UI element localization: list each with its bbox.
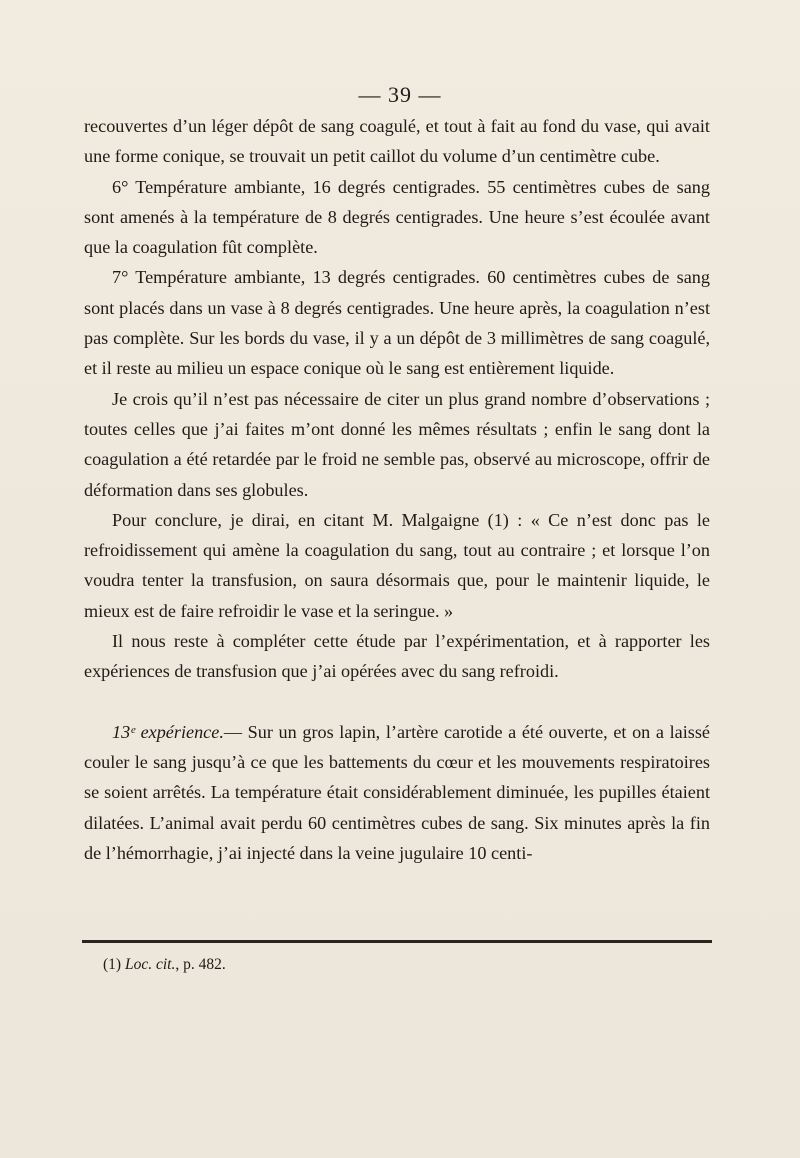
footnote-marker: (1)	[103, 956, 122, 973]
paragraph-7-text: — Sur un gros lapin, l’artère carotide a été ouverte, et on a laissé couler le sang jusqu’à ce que les battements du cœur et les mouvements respiratoires se soient arrêtés. La température était considérablement diminuée, les pupilles étaient dilatées. L’animal avait perdu 60 centimètres cubes de sang. Six minutes après la fin de l’hémorrhagie, j’ai injecté dans la veine jugulaire 10 centi-	[84, 721, 710, 863]
footnote-reference: Loc. cit.	[124, 956, 176, 973]
paragraph-6: Il nous reste à compléter cette étude par l’expérimentation, et à rapporter les expériences de transfusion que j’ai opérées avec du sang refroidi.	[84, 631, 710, 682]
paragraph-1: recouvertes d’un léger dépôt de sang coagulé, et tout à fait au fond du vase, qui avait une forme conique, se trouvait un petit caillot du volume d’un centimètre cube.	[84, 116, 710, 167]
paragraph-7	[84, 717, 710, 868]
paragraph-4: Je crois qu’il n’est pas nécessaire de citer un plus grand nombre d’observations ; toutes celles que j’ai faites m’ont donné les mêmes résultats ; enfin le sang dont la coagulation a été retardée par le froid ne semble pas, observé au microscope, offrir de déformation dans ses globules.	[84, 388, 710, 500]
paragraph-2: 6° Température ambiante, 16 degrés centigrades. 55 centimètres cubes de sang sont amenés à la température de 8 degrés centigrades. Une heure s’est écoulée avant que la coagulation fût complète.	[84, 176, 710, 258]
body-text	[84, 111, 710, 868]
footnote	[103, 955, 226, 975]
paragraph-3: 7° Température ambiante, 13 degrés centigrades. 60 centimètres cubes de sang sont placés dans un vase à 8 degrés centigrades. Une heure après, la coagulation n’est pas complète. Sur les bords du vase, il y a un dépôt de 3 millimètres de sang coagulé, et il reste au milieu un espace conique où le sang est entièrement liquide.	[84, 267, 710, 379]
footnote-rule	[82, 940, 712, 943]
paragraph-5: Pour conclure, je dirai, en citant M. Malgaigne (1) : « Ce n’est donc pas le refroidissement qui amène la coagulation du sang, tout au contraire ; et lorsque l’on voudra tenter la transfusion, on saura désormais que, pour le maintenir liquide, le mieux est de faire refroidir le vase et la seringue. »	[84, 509, 710, 621]
page-number: — 39 —	[358, 82, 442, 107]
footnote-page: , p. 482.	[175, 956, 226, 973]
experiment-label: 13ᵉ expérience.	[112, 721, 224, 742]
